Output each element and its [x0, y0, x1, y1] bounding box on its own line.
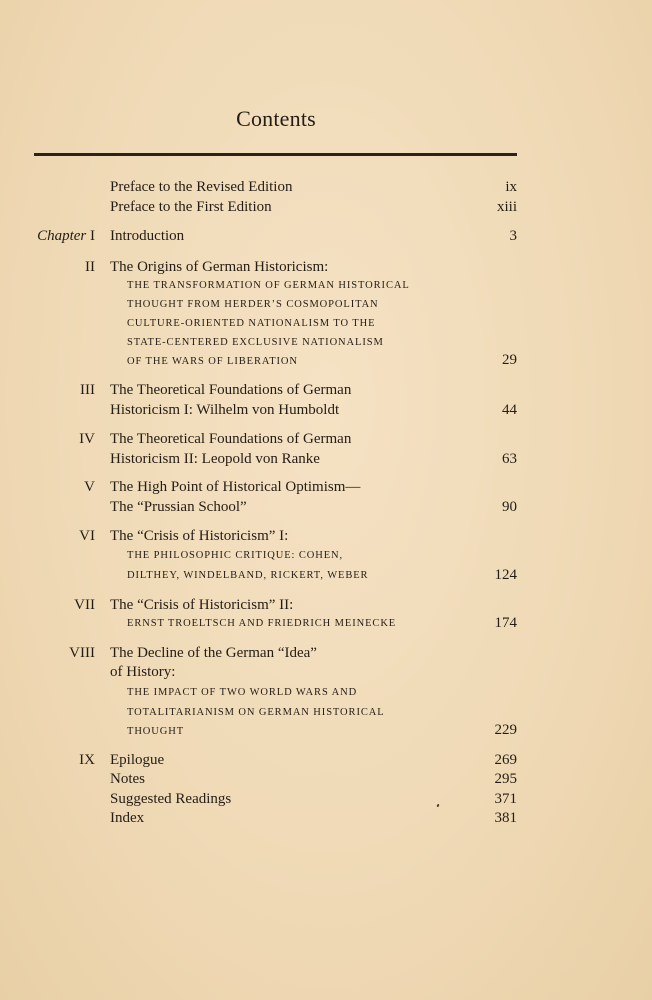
chapter-subtitle: THE PHILOSOPHIC CRITIQUE: COHEN,: [127, 550, 344, 561]
chapter-page: 63: [502, 451, 517, 467]
chapter-subtitle: THOUGHT FROM HERDER’S COSMOPOLITAN: [127, 299, 379, 310]
chapter-title: The “Crisis of Historicism” I:: [110, 528, 289, 544]
chapter-number: VII: [74, 597, 95, 613]
chapter-page: 269: [494, 752, 517, 768]
chapter-title: The Decline of the German “Idea”: [110, 645, 317, 661]
chapter-number: VI: [79, 528, 95, 544]
chapter-subtitle: THOUGHT: [127, 726, 185, 737]
chapter-number: V: [84, 479, 95, 495]
chapter-page: 29: [502, 352, 517, 368]
chapter-subtitle: CULTURE-ORIENTED NATIONALISM TO THE: [127, 318, 376, 329]
chapter-page: 124: [494, 567, 517, 583]
back-entry-label: Suggested Readings: [110, 791, 232, 807]
chapter-title: The Theoretical Foundations of German: [110, 431, 352, 447]
front-entry-label: Preface to the First Edition: [110, 199, 272, 215]
chapter-subtitle: STATE-CENTERED EXCLUSIVE NATIONALISM: [127, 337, 384, 348]
title-rule: [34, 153, 517, 156]
chapter-page: 90: [502, 499, 517, 515]
chapter-title: Historicism II: Leopold von Ranke: [110, 451, 320, 467]
chapter-subtitle: DILTHEY, WINDELBAND, RICKERT, WEBER: [127, 570, 369, 581]
chapter-word: Chapter: [37, 228, 87, 244]
chapter-page: 44: [502, 402, 517, 418]
chapter-subtitle: OF THE WARS OF LIBERATION: [127, 356, 298, 367]
chapter-number: VIII: [69, 645, 95, 661]
chapter-number: III: [80, 382, 95, 398]
chapter-title: Historicism I: Wilhelm von Humboldt: [110, 402, 340, 418]
chapter-number: IX: [79, 752, 95, 768]
chapter-title: of History:: [110, 664, 176, 680]
chapter-page: 3: [509, 228, 517, 244]
chapter-title: Introduction: [110, 228, 185, 244]
back-entry-label: Notes: [110, 771, 145, 787]
chapter-subtitle: THE IMPACT OF TWO WORLD WARS AND: [127, 687, 358, 698]
back-entry-page: 295: [494, 771, 517, 787]
back-entry-page: 371: [494, 791, 517, 807]
chapter-title: Epilogue: [110, 752, 165, 768]
chapter-title: The High Point of Historical Optimism—: [110, 479, 361, 495]
chapter-title: The “Crisis of Historicism” II:: [110, 597, 294, 613]
page-title: Contents: [236, 106, 316, 131]
chapter-subtitle: THE TRANSFORMATION OF GERMAN HISTORICAL: [127, 280, 410, 291]
chapter-subtitle: ERNST TROELTSCH AND FRIEDRICH MEINECKE: [127, 618, 397, 629]
front-entry-page: xiii: [496, 199, 517, 215]
back-entry-label: Index: [110, 810, 145, 826]
chapter-number: II: [85, 259, 95, 275]
chapter-page: 229: [494, 722, 517, 738]
front-entry-page: ix: [505, 179, 517, 195]
chapter-title: The Origins of German Historicism:: [110, 259, 329, 275]
chapter-number: Chapter I: [37, 228, 95, 244]
chapter-number: IV: [79, 431, 95, 447]
chapter-title: The “Prussian School”: [110, 499, 247, 515]
back-entry-page: 381: [494, 810, 517, 826]
chapter-subtitle: TOTALITARIANISM ON GERMAN HISTORICAL: [127, 707, 385, 718]
front-entry-label: Preface to the Revised Edition: [110, 179, 293, 195]
chapter-title: The Theoretical Foundations of German: [110, 382, 352, 398]
chapter-page: 174: [494, 615, 517, 631]
